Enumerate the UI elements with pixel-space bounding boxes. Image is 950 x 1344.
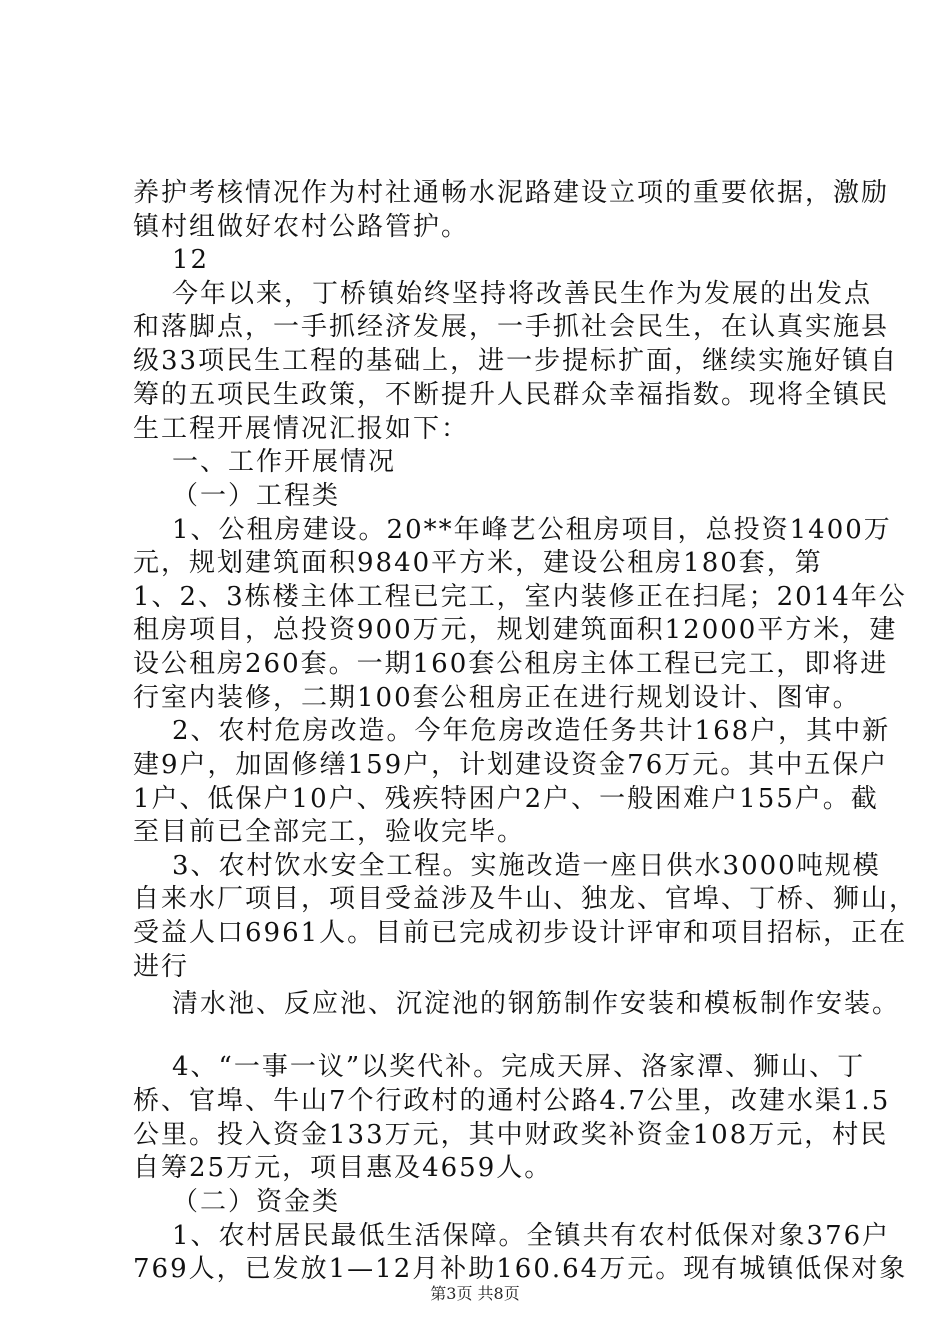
text-line: 建9户，加固修缮159户，计划建设资金76万元。其中五保户 — [133, 750, 889, 780]
text-line: 设公租房260套。一期160套公租房主体工程已完工，即将进 — [133, 649, 889, 679]
paragraph-start: 2、农村危房改造。今年危房改造任务共计168户，其中新 — [172, 716, 891, 746]
text-line: 筹的五项民生政策，不断提升人民群众幸福指数。现将全镇民 — [133, 380, 890, 410]
subsection-heading: （二）资金类 — [172, 1187, 341, 1217]
text-line: 清水池、反应池、沉淀池的钢筋制作安装和模板制作安装。 — [172, 989, 901, 1019]
text-line: 自来水厂项目，项目受益涉及牛山、独龙、官埠、丁桥、狮山， — [133, 884, 918, 914]
paragraph-start: 4、“一事一议”以奖代补。完成天屏、洛家潭、狮山、丁 — [172, 1052, 866, 1082]
text-line: 1、2、3栋楼主体工程已完工，室内装修正在扫尾；2014年公 — [133, 582, 907, 612]
text-line: 12 — [172, 245, 210, 275]
paragraph-start: 1、公租房建设。20**年峰艺公租房项目，总投资1400万 — [172, 515, 892, 545]
subsection-heading: （一）工程类 — [172, 481, 341, 511]
page-footer: 第3页 共8页 — [430, 1284, 520, 1303]
text-line: 镇村组做好农村公路管护。 — [133, 212, 470, 242]
text-line: 769人，已发放1—12月补助160.64万元。现有城镇低保对象 — [133, 1254, 908, 1284]
text-line: 和落脚点，一手抓经济发展，一手抓社会民生，在认真实施县 — [133, 312, 890, 342]
text-line: 元，规划建筑面积9840平方米，建设公租房180套，第 — [133, 548, 823, 578]
section-heading: 一、工作开展情况 — [172, 447, 397, 477]
paragraph-start: 今年以来，丁桥镇始终坚持将改善民生作为发展的出发点 — [172, 279, 873, 309]
text-line: 级33项民生工程的基础上，进一步提标扩面，继续实施好镇自 — [133, 346, 899, 376]
paragraph-start: 1、农村居民最低生活保障。全镇共有农村低保对象376户 — [172, 1221, 891, 1251]
text-line: 进行 — [133, 952, 190, 982]
text-line: 1户、低保户10户、残疾特困户2户、一般困难户155户。截 — [133, 784, 879, 814]
text-line: 行室内装修，二期100套公租房正在进行规划设计、图审。 — [133, 683, 861, 713]
text-line: 自筹25万元，项目惠及4659人。 — [133, 1153, 553, 1183]
text-line: 至目前已全部完工，验收完毕。 — [133, 817, 526, 847]
text-line: 桥、官埠、牛山7个行政村的通村公路4.7公里，改建水渠1.5 — [133, 1086, 891, 1116]
text-line: 受益人口6961人。目前已完成初步设计评审和项目招标，正在 — [133, 918, 908, 948]
paragraph-start: 3、农村饮水安全工程。实施改造一座日供水3000吨规模 — [172, 851, 881, 881]
text-line: 公里。投入资金133万元，其中财政奖补资金108万元，村民 — [133, 1120, 889, 1150]
text-line: 生工程开展情况汇报如下： — [133, 414, 470, 444]
text-line: 租房项目，总投资900万元，规划建筑面积12000平方米，建 — [133, 615, 898, 645]
text-line: 养护考核情况作为村社通畅水泥路建设立项的重要依据，激励 — [133, 178, 890, 208]
